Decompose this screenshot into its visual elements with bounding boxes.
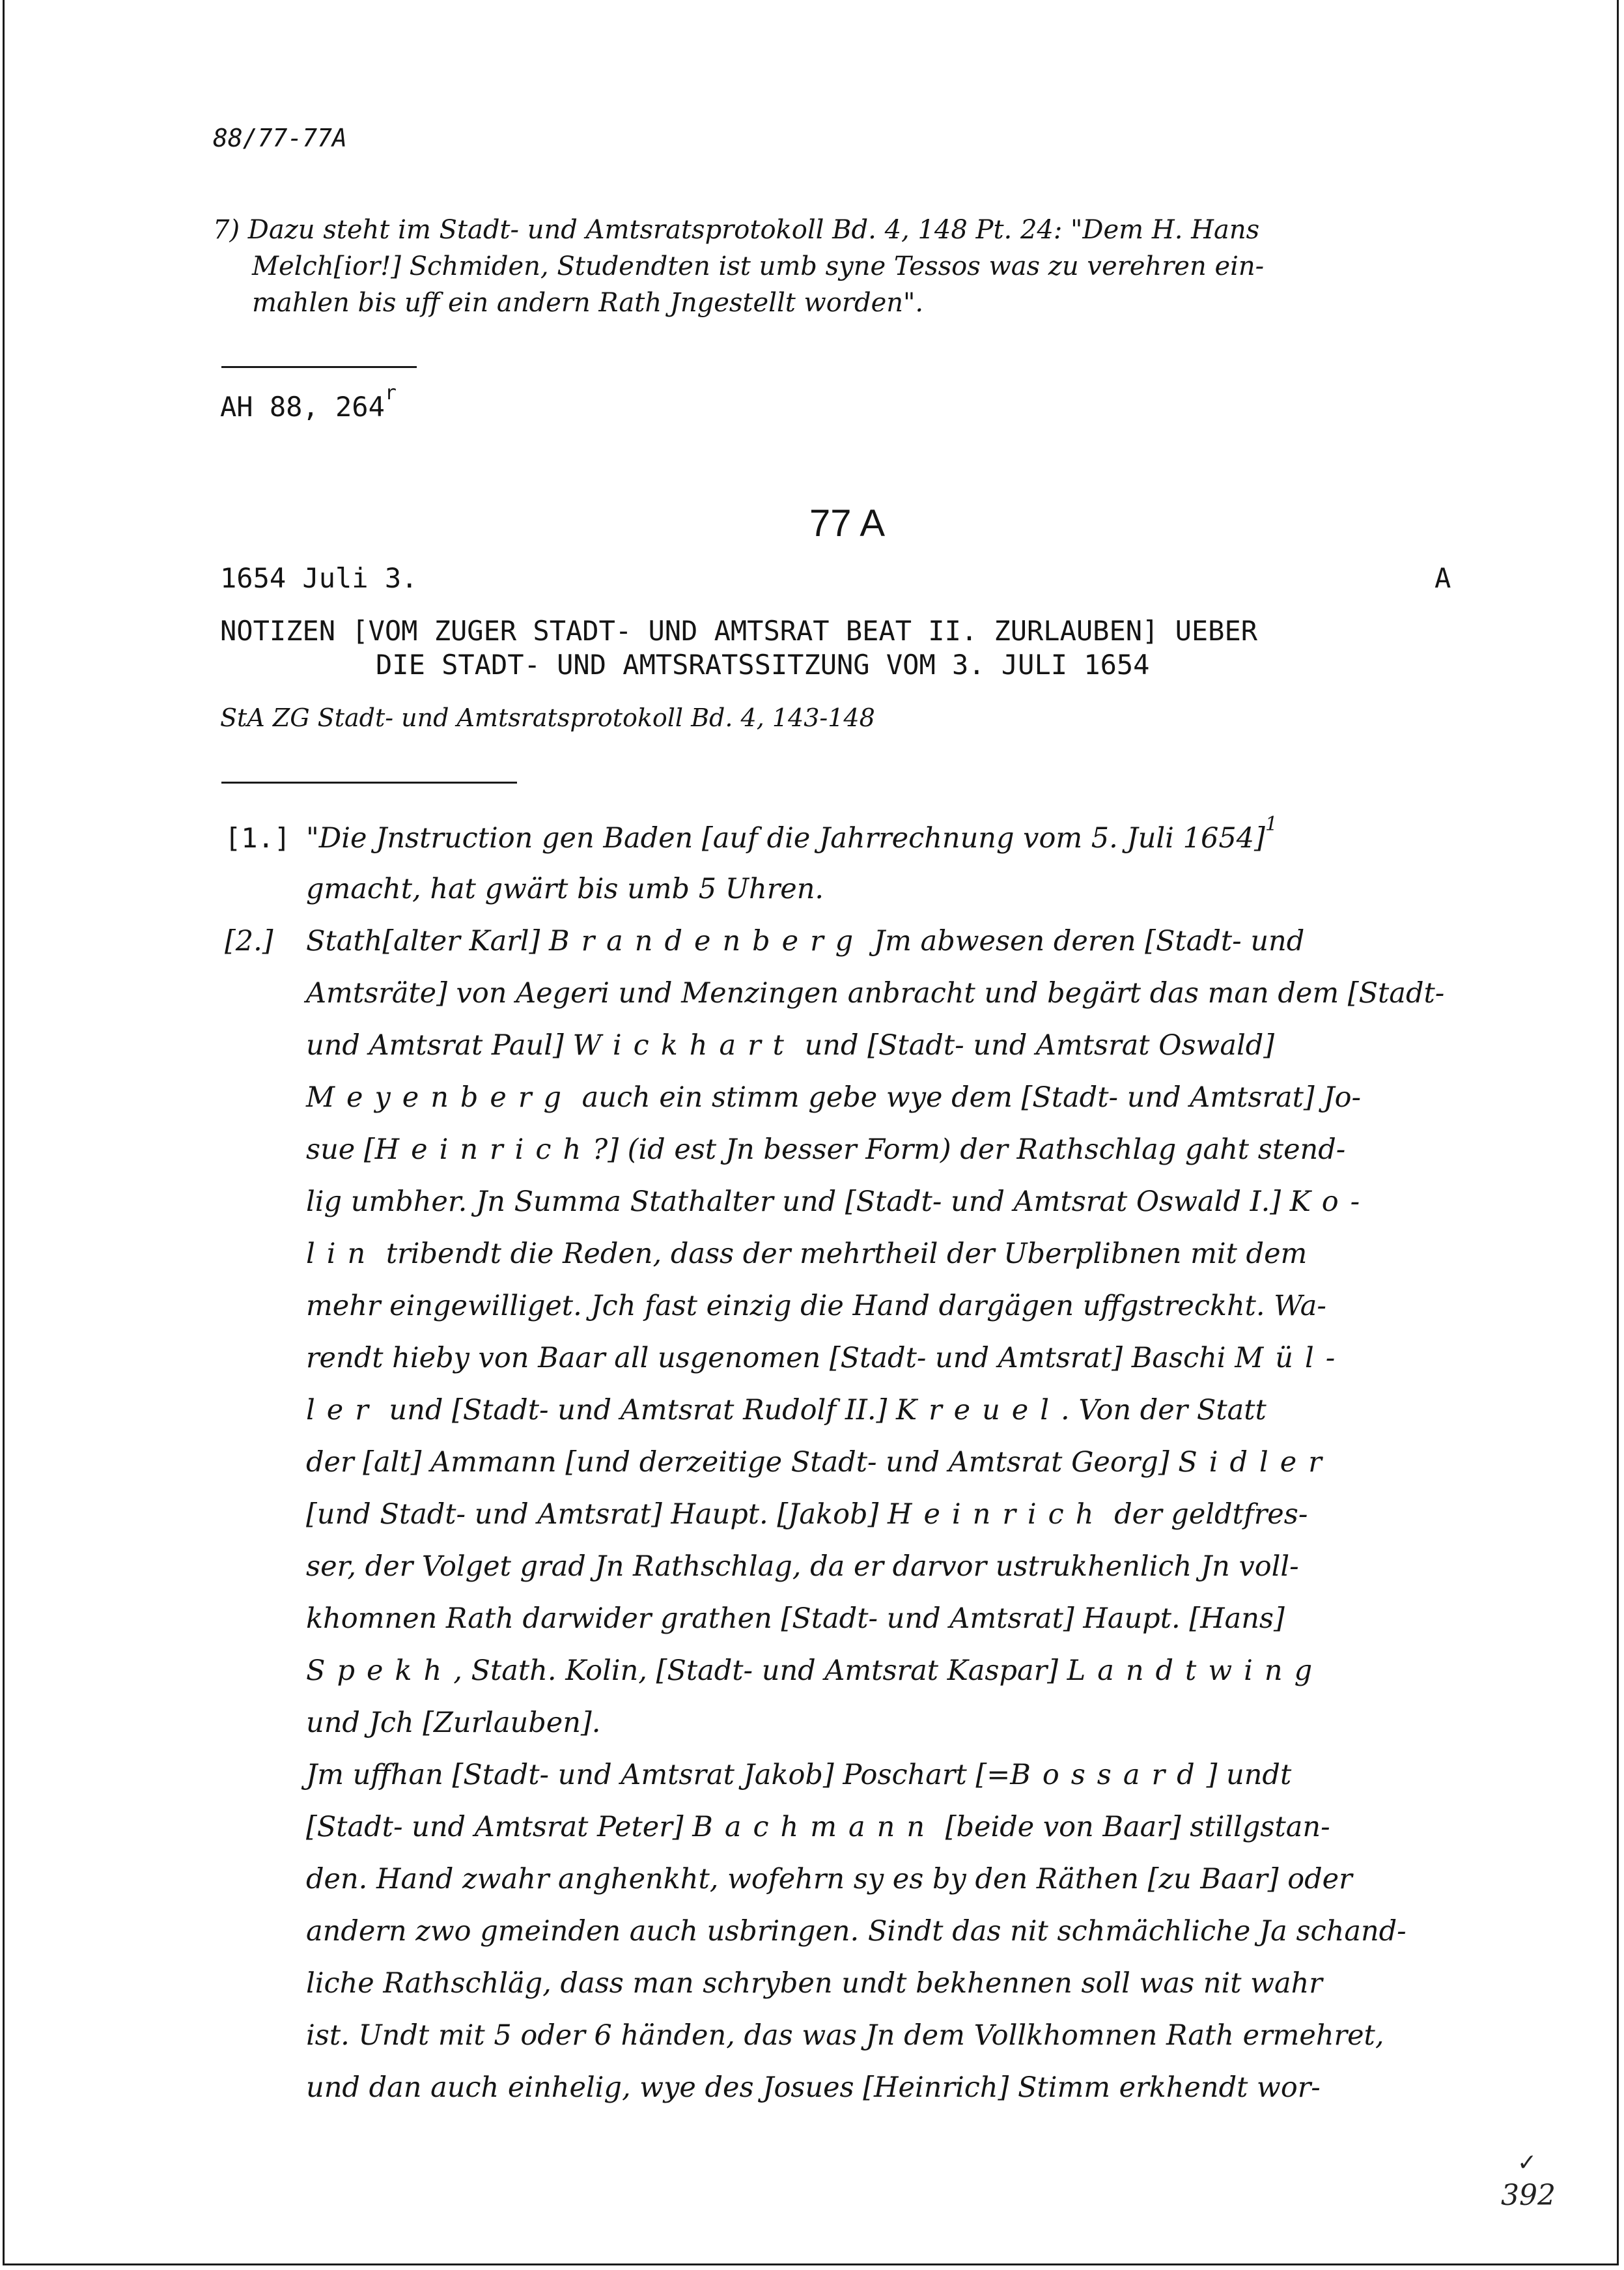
body-line-9: rendt hieby von Baar all usgenomen [Stadt- und Amtsrat] Baschi Mül-	[306, 1342, 1347, 1374]
paragraph-number-2: [2.]	[225, 925, 273, 958]
body-line-4: Meyenberg auch ein stimm gebe wye dem [Stadt- und Amtsrat] Jo-	[306, 1081, 1362, 1114]
handwritten-page-number: 392	[1501, 2179, 1556, 2212]
body-line-5: sue [Heinrich?] (id est Jn besser Form) der Rathschlag gaht stend-	[306, 1133, 1346, 1166]
body-line-14: khomnen Rath darwider grathen [Stadt- und Amtsrat] Haupt. [Hans]	[306, 1602, 1285, 1635]
body-line-7: lin tribendt die Reden, dass der mehrtheil der Uberplibnen mit dem	[306, 1238, 1308, 1270]
footnote-rule	[221, 366, 417, 368]
ah-reference: AH 88, 264$^r$	[220, 382, 397, 423]
check-mark: ✓	[1517, 2149, 1537, 2176]
header-ref: 88/77-77A	[213, 124, 347, 152]
body-line-21: liche Rathschläg, dass man schryben undt bekhennen soll was nit wahr	[306, 1967, 1323, 2000]
body-line-13: ser, der Volget grad Jn Rathschlag, da er darvor ustrukhenlich Jn voll-	[306, 1550, 1299, 1583]
footnote-line-3: mahlen bis uff ein andern Rath Jngestellt worden".	[252, 288, 924, 318]
body-line-16: und Jch [Zurlauben].	[306, 1707, 601, 1739]
source-rule	[221, 782, 517, 784]
body-line-18: [Stadt- und Amtsrat Peter] Bachmann [beide von Baar] stillgstan-	[306, 1811, 1330, 1843]
body-line-8: mehr eingewilliget. Jch fast einzig die Hand dargägen uffgstreckht. Wa-	[306, 1290, 1326, 1322]
document-title-line-2: DIE STADT- UND AMTSRATSSITZUNG VOM 3. JULI 1654	[376, 649, 1150, 681]
body-line-11: der [alt] Ammann [und derzeitige Stadt- und Amtsrat Georg] Sidler	[306, 1446, 1334, 1479]
body-line-2: Amtsräte] von Aegeri und Menzingen anbracht und begärt das man dem [Stadt-	[306, 977, 1445, 1010]
body-line-23: und dan auch einhelig, wye des Josues [Heinrich] Stimm erkhendt wor-	[306, 2071, 1321, 2104]
footnote-line-1: 7) Dazu steht im Stadt- und Amtsratsprotokoll Bd. 4, 148 Pt. 24: "Dem H. Hans	[213, 215, 1260, 245]
document-title-line-1: NOTIZEN [VOM ZUGER STADT- UND AMTSRAT BEAT II. ZURLAUBEN] UEBER	[220, 615, 1258, 647]
body-line-15: Spekh, Stath. Kolin, [Stadt- und Amtsrat Kaspar] Landtwing	[306, 1654, 1324, 1687]
paragraph-number-1: [1.]	[225, 822, 291, 854]
document-source: StA ZG Stadt- und Amtsratsprotokoll Bd. 4, 143-148	[220, 703, 875, 732]
body-line-10: ler und [Stadt- und Amtsrat Rudolf II.] Kreuel. Von der Statt	[306, 1394, 1267, 1426]
document-number: 77 A	[809, 502, 886, 545]
body-line-1: Stath[alter Karl] Brandenberg Jm abwesen deren [Stadt- und	[306, 925, 1305, 958]
footnote-line-2: Melch[ior!] Schmiden, Studendten ist umb syne Tessos was zu verehren ein-	[252, 251, 1265, 281]
body-line-20: andern zwo gmeinden auch usbringen. Sindt das nit schmächliche Ja schand-	[306, 1915, 1407, 1948]
paragraph-1-line-2: gmacht, hat gwärt bis umb 5 Uhren.	[306, 873, 824, 905]
body-line-19: den. Hand zwahr anghenkht, wofehrn sy es by den Räthen [zu Baar] oder	[306, 1863, 1352, 1895]
body-line-22: ist. Undt mit 5 oder 6 händen, das was Jn dem Vollkhomnen Rath ermehret,	[306, 2019, 1384, 2052]
body-line-3: und Amtsrat Paul] Wickhart und [Stadt- und Amtsrat Oswald]	[306, 1029, 1275, 1062]
document-letter: A	[1435, 562, 1451, 594]
body-line-6: lig umbher. Jn Summa Stathalter und [Stadt- und Amtsrat Oswald I.] Ko-	[306, 1185, 1372, 1218]
body-line-17: Jm uffhan [Stadt- und Amtsrat Jakob] Poschart [=Bossard] undt	[306, 1759, 1292, 1791]
body-line-12: [und Stadt- und Amtsrat] Haupt. [Jakob] Heinrich der geldtfres-	[306, 1498, 1308, 1531]
paragraph-1-line-1: "Die Jnstruction gen Baden [auf die Jahrrechnung vom 5. Juli 1654]$^1$	[306, 813, 1278, 855]
document-date: 1654 Juli 3.	[220, 562, 418, 594]
